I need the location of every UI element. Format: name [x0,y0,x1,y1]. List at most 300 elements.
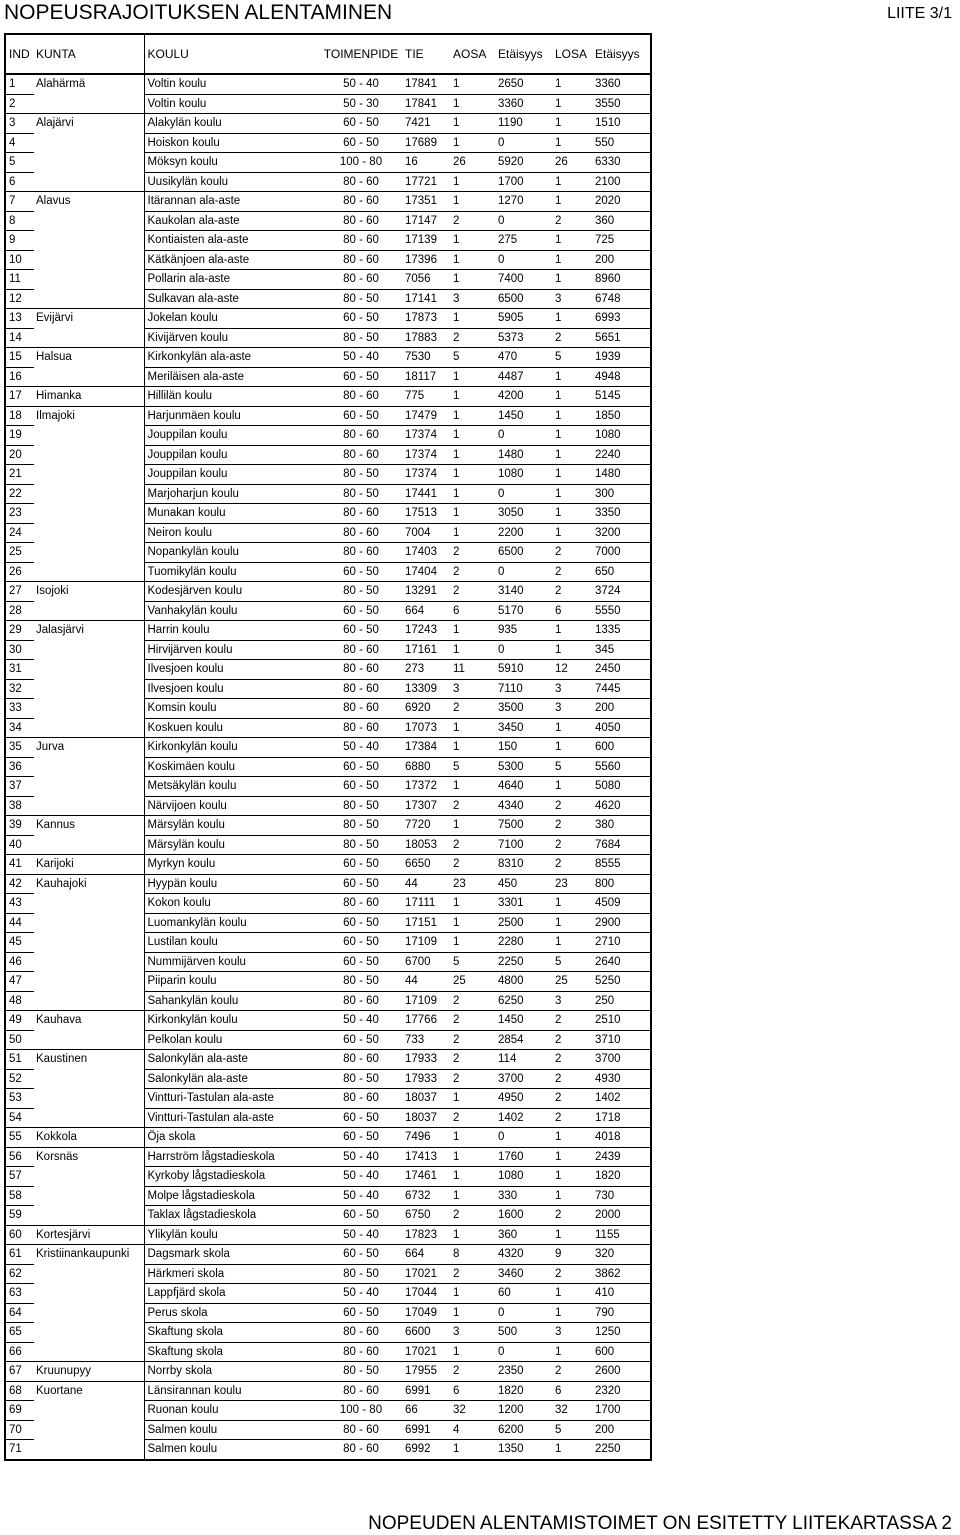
cell-koulu: Nummijärven koulu [144,952,320,972]
cell-aosa: 1 [450,484,495,504]
cell-tie: 17151 [402,913,450,933]
cell-kunta [34,894,144,914]
cell-losa: 25 [552,972,592,992]
cell-koulu: Lappfjärd skola [144,1284,320,1304]
cell-losa: 2 [552,211,592,231]
table-row [5,1147,651,1167]
cell-tie: 17461 [402,1167,450,1187]
cell-etaisyys-a: 3301 [495,894,552,914]
cell-etaisyys-a: 3140 [495,582,552,602]
cell-aosa: 2 [450,796,495,816]
cell-toimenpide: 60 - 50 [320,913,402,933]
cell-losa: 2 [552,1069,592,1089]
cell-aosa: 2 [450,1362,495,1382]
cell-koulu: Koskuen koulu [144,718,320,738]
cell-etaisyys-l: 3724 [592,582,651,602]
cell-tie: 17139 [402,231,450,251]
cell-koulu: Skaftung skola [144,1342,320,1362]
cell-kunta [34,796,144,816]
cell-toimenpide: 80 - 60 [320,504,402,524]
cell-etaisyys-a: 2250 [495,952,552,972]
cell-toimenpide: 80 - 60 [320,543,402,563]
column-header-aosa: AOSA [450,34,495,74]
cell-toimenpide: 50 - 40 [320,1167,402,1187]
cell-koulu: Neiron koulu [144,523,320,543]
cell-aosa: 1 [450,1342,495,1362]
cell-aosa: 2 [450,855,495,875]
cell-ind: 30 [5,640,34,660]
footer-note: NOPEUDEN ALENTAMISTOIMET ON ESITETTY LIITEKARTASSA 2 [368,1513,952,1534]
cell-etaisyys-l: 5560 [592,757,651,777]
cell-tie: 17766 [402,1011,450,1031]
cell-losa: 1 [552,94,592,114]
cell-etaisyys-a: 4640 [495,777,552,797]
cell-tie: 17883 [402,328,450,348]
table-row [5,504,651,524]
cell-aosa: 3 [450,679,495,699]
cell-etaisyys-a: 1480 [495,445,552,465]
cell-losa: 1 [552,133,592,153]
cell-koulu: Hoiskon koulu [144,133,320,153]
cell-etaisyys-a: 470 [495,348,552,368]
cell-losa: 3 [552,679,592,699]
cell-etaisyys-l: 2020 [592,192,651,212]
table-row [5,348,651,368]
cell-tie: 6650 [402,855,450,875]
cell-kunta [34,699,144,719]
cell-etaisyys-a: 2350 [495,1362,552,1382]
cell-etaisyys-l: 1700 [592,1401,651,1421]
cell-tie: 7720 [402,816,450,836]
cell-toimenpide: 60 - 50 [320,874,402,894]
table-row [5,523,651,543]
table-row [5,289,651,309]
table-row [5,231,651,251]
cell-koulu: Kivijärven koulu [144,328,320,348]
cell-tie: 6991 [402,1381,450,1401]
cell-etaisyys-l: 7684 [592,835,651,855]
table-row [5,1381,651,1401]
cell-losa: 1 [552,1225,592,1245]
cell-aosa: 5 [450,952,495,972]
cell-ind: 23 [5,504,34,524]
cell-losa: 5 [552,348,592,368]
cell-koulu: Uusikylän koulu [144,172,320,192]
cell-kunta [34,172,144,192]
cell-aosa: 1 [450,465,495,485]
cell-etaisyys-l: 410 [592,1284,651,1304]
cell-losa: 1 [552,1147,592,1167]
cell-koulu: Hirvijärven koulu [144,640,320,660]
cell-ind: 10 [5,250,34,270]
cell-kunta [34,1323,144,1343]
table-row [5,835,651,855]
cell-losa: 1 [552,1440,592,1460]
cell-koulu: Möksyn koulu [144,153,320,173]
cell-etaisyys-l: 3710 [592,1030,651,1050]
cell-losa: 1 [552,933,592,953]
table-row [5,192,651,212]
cell-tie: 17021 [402,1264,450,1284]
cell-etaisyys-a: 2854 [495,1030,552,1050]
cell-etaisyys-l: 6993 [592,309,651,329]
cell-aosa: 32 [450,1401,495,1421]
cell-toimenpide: 50 - 40 [320,738,402,758]
cell-kunta: Karijoki [34,855,144,875]
cell-toimenpide: 50 - 40 [320,348,402,368]
cell-losa: 2 [552,796,592,816]
cell-kunta [34,1206,144,1226]
column-header-losa: LOSA [552,34,592,74]
column-header-etaisyys-a: Etäisyys [495,34,552,74]
column-header-kunta: KUNTA [34,34,144,74]
cell-koulu: Alakylän koulu [144,114,320,134]
cell-etaisyys-a: 4950 [495,1089,552,1109]
cell-tie: 6732 [402,1186,450,1206]
cell-etaisyys-a: 60 [495,1284,552,1304]
cell-aosa: 2 [450,1069,495,1089]
cell-toimenpide: 80 - 50 [320,1069,402,1089]
cell-tie: 44 [402,874,450,894]
cell-tie: 17441 [402,484,450,504]
cell-ind: 1 [5,74,34,94]
cell-tie: 6991 [402,1420,450,1440]
cell-kunta [34,133,144,153]
cell-aosa: 1 [450,738,495,758]
cell-kunta [34,1420,144,1440]
cell-tie: 17243 [402,621,450,641]
cell-toimenpide: 80 - 50 [320,835,402,855]
table-row [5,1011,651,1031]
cell-ind: 43 [5,894,34,914]
cell-toimenpide: 80 - 60 [320,1050,402,1070]
cell-kunta [34,1167,144,1187]
cell-kunta [34,426,144,446]
cell-kunta [34,1284,144,1304]
cell-etaisyys-a: 3500 [495,699,552,719]
cell-kunta [34,250,144,270]
cell-losa: 2 [552,328,592,348]
cell-tie: 18053 [402,835,450,855]
cell-toimenpide: 100 - 80 [320,1401,402,1421]
cell-ind: 14 [5,328,34,348]
cell-tie: 17021 [402,1342,450,1362]
cell-kunta [34,933,144,953]
cell-ind: 58 [5,1186,34,1206]
cell-toimenpide: 60 - 50 [320,933,402,953]
table-row [5,582,651,602]
cell-tie: 7056 [402,270,450,290]
cell-etaisyys-l: 320 [592,1245,651,1265]
cell-etaisyys-l: 5250 [592,972,651,992]
table-row [5,426,651,446]
cell-aosa: 26 [450,153,495,173]
cell-koulu: Molpe lågstadieskola [144,1186,320,1206]
table-row [5,913,651,933]
cell-tie: 7004 [402,523,450,543]
table-row [5,757,651,777]
cell-ind: 4 [5,133,34,153]
cell-aosa: 1 [450,523,495,543]
cell-ind: 41 [5,855,34,875]
cell-etaisyys-l: 1480 [592,465,651,485]
cell-tie: 17374 [402,445,450,465]
cell-aosa: 2 [450,582,495,602]
table-row [5,1050,651,1070]
cell-aosa: 1 [450,1303,495,1323]
cell-tie: 17873 [402,309,450,329]
table-row [5,1069,651,1089]
cell-etaisyys-a: 4200 [495,387,552,407]
cell-aosa: 2 [450,1108,495,1128]
cell-losa: 2 [552,1030,592,1050]
cell-aosa: 2 [450,1050,495,1070]
cell-etaisyys-l: 1718 [592,1108,651,1128]
cell-ind: 42 [5,874,34,894]
cell-aosa: 2 [450,699,495,719]
cell-etaisyys-l: 2510 [592,1011,651,1031]
cell-ind: 18 [5,406,34,426]
cell-tie: 17721 [402,172,450,192]
cell-koulu: Länsirannan koulu [144,1381,320,1401]
cell-etaisyys-a: 935 [495,621,552,641]
cell-aosa: 6 [450,1381,495,1401]
cell-toimenpide: 80 - 60 [320,387,402,407]
cell-losa: 2 [552,1050,592,1070]
cell-kunta [34,991,144,1011]
cell-ind: 63 [5,1284,34,1304]
cell-tie: 17689 [402,133,450,153]
cell-koulu: Taklax lågstadieskola [144,1206,320,1226]
cell-tie: 17372 [402,777,450,797]
cell-toimenpide: 80 - 60 [320,445,402,465]
cell-etaisyys-l: 250 [592,991,651,1011]
cell-toimenpide: 80 - 50 [320,289,402,309]
cell-tie: 17307 [402,796,450,816]
cell-kunta [34,484,144,504]
cell-tie: 18037 [402,1089,450,1109]
cell-ind: 47 [5,972,34,992]
cell-kunta: Alajärvi [34,114,144,134]
cell-tie: 17479 [402,406,450,426]
cell-toimenpide: 50 - 40 [343,78,379,90]
cell-aosa: 1 [450,1167,495,1187]
cell-toimenpide: 50 - 30 [320,94,402,114]
cell-tie: 17073 [402,718,450,738]
cell-etaisyys-a: 1350 [495,1440,552,1460]
cell-losa: 2 [552,1206,592,1226]
cell-koulu: Ilvesjoen koulu [144,660,320,680]
cell-kunta [34,231,144,251]
cell-losa: 5 [552,757,592,777]
cell-aosa: 1 [450,933,495,953]
table-row [5,1362,651,1382]
cell-kunta [34,211,144,231]
column-header-toimenpide: TOIMENPIDE [320,34,402,74]
cell-aosa: 1 [450,309,495,329]
table-row [5,406,651,426]
cell-etaisyys-a: 0 [495,133,552,153]
cell-etaisyys-a: 6500 [495,289,552,309]
cell-kunta: Jurva [34,738,144,758]
cell-tie: 273 [402,660,450,680]
cell-tie: 17147 [402,211,450,231]
cell-etaisyys-l: 1080 [592,426,651,446]
table-row [5,1108,651,1128]
cell-etaisyys-l: 360 [592,211,651,231]
cell-etaisyys-a: 6200 [495,1420,552,1440]
cell-etaisyys-l: 4948 [592,367,651,387]
cell-etaisyys-l: 725 [592,231,651,251]
cell-aosa: 6 [450,601,495,621]
column-header-ind: IND [5,34,34,74]
cell-etaisyys-a: 5905 [495,309,552,329]
cell-ind: 38 [5,796,34,816]
cell-kunta [34,679,144,699]
table-row [5,738,651,758]
cell-kunta: Evijärvi [34,309,144,329]
cell-etaisyys-a: 7100 [495,835,552,855]
cell-koulu: Ylikylän koulu [144,1225,320,1245]
table-row [5,484,651,504]
cell-etaisyys-a: 0 [495,1342,552,1362]
cell-losa: 9 [552,1245,592,1265]
cell-tie: 17823 [402,1225,450,1245]
cell-koulu: Voltin koulu [144,94,320,114]
cell-toimenpide: 60 - 50 [320,1245,402,1265]
cell-aosa: 1 [450,172,495,192]
cell-koulu: Harrin koulu [144,621,320,641]
cell-kunta: Kruunupyy [34,1362,144,1382]
cell-losa: 1 [552,445,592,465]
cell-tie: 17044 [402,1284,450,1304]
cell-losa: 2 [552,582,592,602]
cell-ind: 5 [5,153,34,173]
cell-ind: 71 [5,1440,34,1460]
cell-etaisyys-a: 1820 [495,1381,552,1401]
cell-etaisyys-l: 2250 [592,1440,651,1460]
cell-toimenpide: 80 - 60 [320,660,402,680]
cell-ind: 67 [5,1362,34,1382]
cell-losa: 1 [552,309,592,329]
table-row [5,601,651,621]
cell-aosa: 2 [450,835,495,855]
cell-etaisyys-a: 1190 [495,114,552,134]
cell-losa: 1 [552,387,592,407]
cell-etaisyys-a: 3460 [495,1264,552,1284]
table-row [5,114,651,134]
cell-aosa: 2 [450,1030,495,1050]
cell-tie: 44 [402,972,450,992]
cell-losa: 1 [552,172,592,192]
cell-toimenpide: 80 - 60 [320,211,402,231]
cell-koulu: Kirkonkylän koulu [144,1011,320,1031]
cell-etaisyys-a: 3450 [495,718,552,738]
cell-aosa: 1 [450,816,495,836]
cell-kunta: Kuortane [34,1381,144,1401]
cell-etaisyys-a: 114 [495,1050,552,1070]
table-row [5,621,651,641]
cell-kunta [34,270,144,290]
cell-aosa: 1 [450,406,495,426]
cell-losa: 1 [552,1167,592,1187]
cell-kunta: Halsua [34,348,144,368]
cell-ind: 19 [5,426,34,446]
cell-kunta [34,523,144,543]
cell-etaisyys-l: 5080 [592,777,651,797]
cell-ind: 21 [5,465,34,485]
cell-losa: 1 [552,523,592,543]
cell-toimenpide: 80 - 60 [320,231,402,251]
cell-koulu: Myrkyn koulu [144,855,320,875]
cell-etaisyys-a: 5910 [495,660,552,680]
table-row [5,1167,651,1187]
cell-tie: 18117 [402,367,450,387]
cell-toimenpide: 80 - 60 [320,1089,402,1109]
cell-koulu: Meriläisen ala-aste [144,367,320,387]
cell-etaisyys-a: 2650 [498,78,524,90]
cell-koulu: Vanhakylän koulu [144,601,320,621]
cell-aosa: 1 [450,231,495,251]
cell-ind: 27 [5,582,34,602]
cell-aosa: 1 [450,367,495,387]
cell-koulu: Märsylän koulu [144,835,320,855]
table-row [5,874,651,894]
cell-losa: 1 [552,367,592,387]
cell-tie: 17841 [405,78,437,90]
cell-ind: 8 [5,211,34,231]
cell-etaisyys-a: 1402 [495,1108,552,1128]
cell-ind: 29 [5,621,34,641]
cell-koulu: Norrby skola [144,1362,320,1382]
cell-kunta [34,640,144,660]
cell-toimenpide: 60 - 50 [320,309,402,329]
cell-losa: 1 [552,718,592,738]
cell-aosa: 1 [450,504,495,524]
cell-tie: 17374 [402,465,450,485]
cell-aosa: 23 [450,874,495,894]
cell-kunta: Isojoki [34,582,144,602]
cell-losa: 1 [552,250,592,270]
cell-koulu: Härkmeri skola [144,1264,320,1284]
cell-etaisyys-l: 1510 [592,114,651,134]
cell-toimenpide: 60 - 50 [320,855,402,875]
cell-etaisyys-l: 2320 [592,1381,651,1401]
cell-koulu: Sahankylän koulu [144,991,320,1011]
cell-aosa: 1 [450,777,495,797]
cell-losa: 1 [552,621,592,641]
cell-kunta [34,1303,144,1323]
cell-etaisyys-a: 2500 [495,913,552,933]
cell-etaisyys-a: 5170 [495,601,552,621]
cell-kunta [34,328,144,348]
cell-aosa: 1 [450,192,495,212]
cell-etaisyys-a: 2280 [495,933,552,953]
table-row [5,562,651,582]
table-row [5,328,651,348]
cell-toimenpide: 50 - 40 [320,1225,402,1245]
cell-tie: 17351 [402,192,450,212]
cell-toimenpide: 80 - 60 [320,894,402,914]
cell-aosa: 1 [453,78,460,90]
cell-etaisyys-l: 2710 [592,933,651,953]
cell-etaisyys-l: 1155 [592,1225,651,1245]
cell-etaisyys-l: 2450 [592,660,651,680]
cell-losa: 1 [552,465,592,485]
cell-etaisyys-a: 1080 [495,465,552,485]
cell-ind: 64 [5,1303,34,1323]
cell-etaisyys-l: 730 [592,1186,651,1206]
